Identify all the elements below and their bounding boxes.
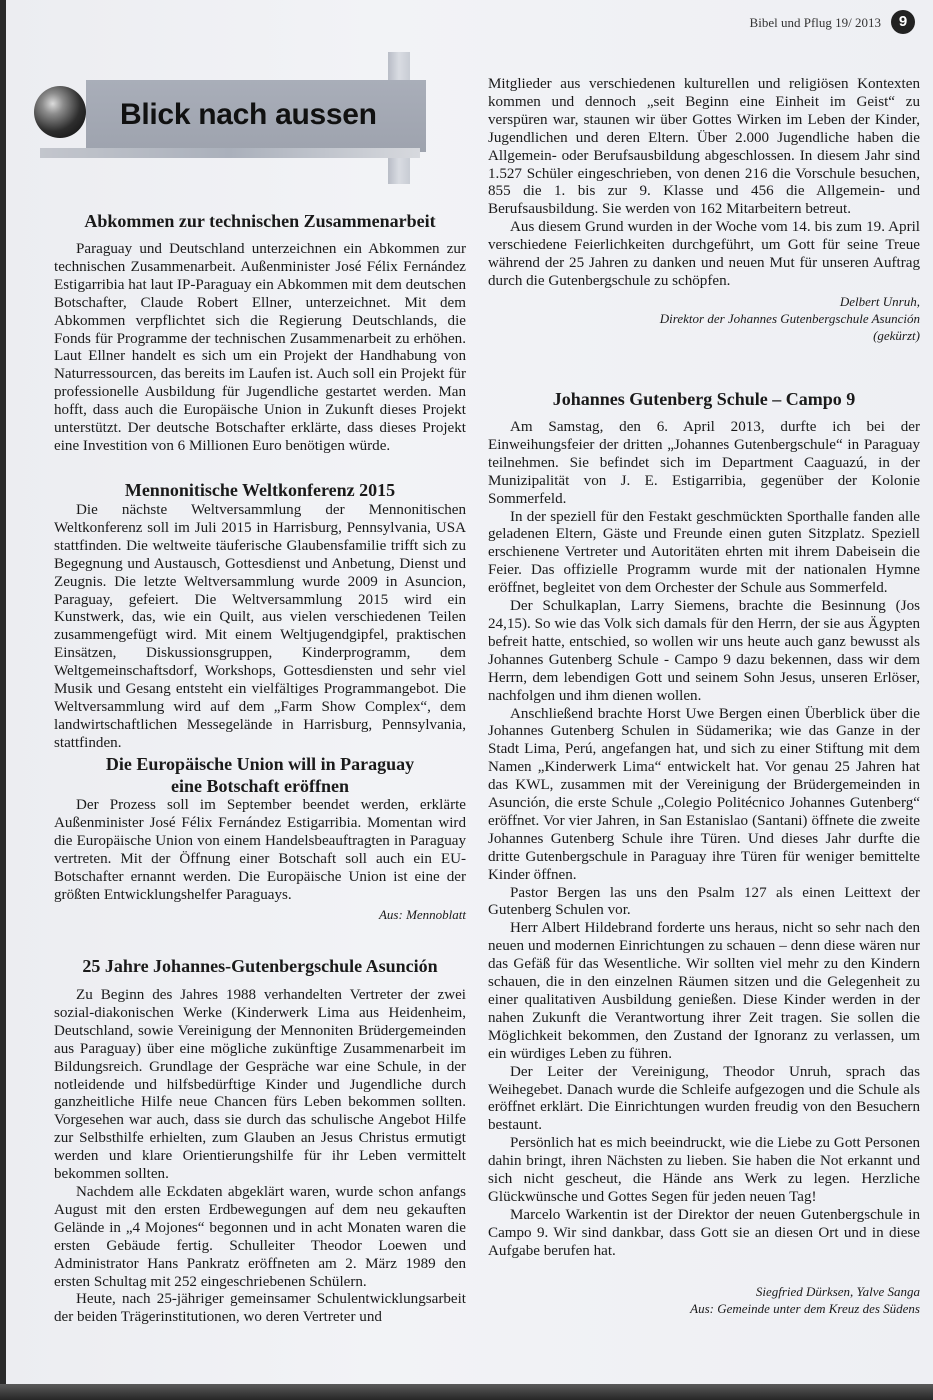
article-paragraph: Persönlich hat es mich beeindruckt, wie die Liebe zu Gott Personen dahin bringt, ihren Nächsten zu lieben. Sie haben die Not erkannt und sich nicht gescheut, die Hände ans Werk zu legen. Herzliche Glückwünsche und Gottes Segen für jeden neuen Tag!	[488, 1135, 920, 1205]
article-paragraph: Anschließend brachte Horst Uwe Bergen einen Überblick über die Johannes Gutenberg Schulen in Südamerika; wie das Ganze in der Stadt Lima, Perú, angefangen hat, und sich zu einer Stiftung mit dem Namen „Kinderwerk Lima“ entwickelt hat. Vor genau 25 Jahren hat das KWL, zusammen mit der Vereinigung der Brüdergemeinden in Asunción, die erste Schule „Colegio Politécnico Johannes Gutenberg“ eröffnet. Vor vier Jahren, in San Estanislao (Santani) öffnete die zweite Johannes Gutenberg Schule ihre Türen. Und dieses Jahr durfte die dritte Gutenbergschule in Paraguay ihre Türen für weniger bemittelte Kinder öffnen.	[488, 705, 920, 883]
article-abkommen	[54, 210, 466, 456]
article-gutenbergschule-asuncion-cont	[488, 76, 920, 344]
article-author: Siegfried Dürksen, Yalve Sanga	[755, 1283, 920, 1299]
article-paragraph: Am Samstag, den 6. April 2013, durfte ich bei der Einweihungsfeier der dritten „Johannes Gutenbergschule“ in Paraguay teilnehmen. Sie befindet sich im Department Caaguazú, in der Munizipalität von J. E. Estigarribia, gegenüber der Kolonie Sommerfeld.	[488, 419, 920, 507]
article-campo9	[488, 388, 920, 1317]
article-title: 25 Jahre Johannes-Gutenbergschule Asunción	[82, 956, 438, 976]
article-paragraph: Zu Beginn des Jahres 1988 verhandelten Vertreter der zwei sozial-diakonischen Werke (Kinderwerk Lima aus Heidenheim, Deutschland, sowie Vereinigung der Mennoniten Brüdergemeinden aus Paraguay) über eine mögliche zukünftige Zusammenarbeit im Bildungsreich. Grundlage der Gespräche war eine Schule, in der notleidende und hilfsbedürftige Kinder und Jugendliche durch ganzheitliche Hilfe neue Chancen fürs Leben bekommen sollten. Vorgesehen war auch, dass sie durch das schulische Angebot Hilfe zur Selbsthilfe erhielten, zum Glauben an Jesus Christus ermutigt werden und klare Orientierungshilfe für ihr Leben vermittelt bekommen sollten.	[54, 987, 466, 1183]
article-paragraph: Mitglieder aus verschiedenen kulturellen und religiösen Kontexten kommen und dennoch „seit Beginn eine Einheit im Geist“ zu verspüren war, staunen wir über Gottes Wirken im Leben der Kinder, Jugendlichen und deren Eltern. Über 2.000 Jugendliche haben die Allgemein- oder Berufsausbildung abgeschlossen. In diesem Jahr sind 1.527 Schüler eingeschrieben, von denen 216 die Vorschule besuchen, 855 die 1. bis zur 9. Klasse und 456 die Allgemein- und Berufsausbildung. Sie werden von 162 Mitarbeitern betreut.	[488, 76, 920, 218]
article-paragraph: Der Leiter der Vereinigung, Theodor Unruh, sprach das Weihegebet. Danach wurde die Schleife aufgezogen und die Schule als eröffnet erklärt. Die Einrichtungen wurden freudig von den Besuchern bestaunt.	[488, 1063, 920, 1134]
article-title: Abkommen zur technischen Zusammenarbeit	[84, 211, 436, 231]
article-paragraph: Aus diesem Grund wurden in der Woche vom 14. bis zum 19. April verschiedene Feierlichkeiten durchgeführt, um Gott für seine Treue während der 25 Jahren zu danken und neuen Mut für unseren Auftrag durch die Gutenbergschule zu schöpfen.	[488, 219, 920, 289]
article-paragraph: Pastor Bergen las uns den Psalm 127 als einen Leittext der Gutenberg Schulen vor.	[488, 884, 920, 919]
article-author: Delbert Unruh,	[839, 293, 920, 309]
article-paragraph: Der Prozess soll im September beendet werden, erklärte Außenminister José Félix Fernández Estigarribia. Momentan wird die Europäische Union von einem Handelsbeauftragten in Paraguay vertreten. Mit der Öffnung einer Botschaft soll auch ein EU-Botschafter ernannt werden. Die Europäische Union ist eine der größten Entwicklungshelfer Paraguays.	[54, 797, 466, 903]
article-paragraph: Der Schulkaplan, Larry Siemens, brachte die Besinnung (Jos 24,15). So wie das Volk sich damals für den Herrn, der sie aus Ägypten befreit hatte, entschied, so wollen wir uns heute auch ganz bewusst als Johannes Gutenberg Schule - Campo 9 dazu bekennen, dass wir dem Herrn, dem lebendigen Gott und seinem Sohn Jesus, unseren Erlöser, nachfolgen und ihm dienen wollen.	[488, 598, 920, 704]
article-title: Johannes Gutenberg Schule – Campo 9	[552, 389, 856, 409]
article-paragraph: Nachdem alle Eckdaten abgeklärt waren, wurde schon anfangs August mit den ersten Erdbewegungen auf dem neu gekauften Gelände in „4 Mojones“ begonnen und in acht Monaten waren die ersten Gebäude fertig. Schulleiter Theodor Loewen und Administrator Hans Pankratz eröffneten am 2. März 1989 den ersten Schultag mit 252 eingeschriebenen Schülern.	[54, 1183, 466, 1290]
article-author-role: Direktor der Johannes Gutenbergschule Asunción	[659, 310, 920, 326]
section-title: Blick nach aussen	[120, 98, 377, 131]
banner-underline	[40, 148, 420, 158]
page-edge-shadow	[0, 1384, 933, 1400]
article-paragraph: In der speziell für den Festakt geschmückten Sporthalle fanden alle geladenen Eltern, Gäste und Freunde einen guten Sitzplatz. Speziell erschienene Vertreter und Autoritäten ehrten mit ihrem Dabeisein die Feier. Das offizielle Programm wurde mit der nationalen Hymne eröffnet, begleitet von dem Orchester der Schule aus Sommerfeld.	[488, 508, 920, 597]
article-weltkonferenz	[54, 479, 466, 753]
running-header: Bibel und Pflug 19/ 2013	[749, 15, 881, 30]
article-paragraph: Heute, nach 25-jähriger gemeinsamer Schulentwicklungsarbeit der beiden Trägerinstitutionen, wo deren Vertreter und	[54, 1291, 466, 1326]
article-title-line2: eine Botschaft eröffnen	[171, 776, 349, 796]
article-note: (gekürzt)	[873, 327, 920, 343]
article-paragraph: Die nächste Weltversammlung der Mennonitischen Weltkonferenz soll im Juli 2015 in Harrisburg, Pennsylvania, USA stattfinden. Die weltweite täuferische Glaubensfamilie trifft sich zu Begegnung und Austausch, Gottesdienst und Anbetung, Dienst und Zeugnis. Die letzte Weltversammlung wurde 2009 in Asuncion, Paraguay, gefeiert. Die Weltversammlung 2015 wird ein Kunstwerk, das, wie ein Quilt, aus vielen verschiedenen Teilen zusammengefügt wird. Mit einem Weltjugendgipfel, praktischen Einsätzen, Diskussionsgruppen, Kinderprogramm, dem Weltgemeinschaftsdorf, Workshops, Gottesdiensten und sehr viel Musik und Gesang entsteht ein vielfältiges Programmangebot. Die Weltversammlung wird auf dem „Farm Show Complex“, dem landwirtschaftlichen Messegelände in Harrisburg, Pennsylvania, stattfinden.	[54, 502, 466, 751]
section-banner	[24, 52, 434, 192]
page-number-badge: 9	[891, 10, 915, 34]
article-source: Aus: Mennoblatt	[378, 907, 466, 923]
article-paragraph: Paraguay und Deutschland unterzeichnen ein Abkommen zur technischen Zusammenarbeit. Außenminister José Félix Fernández Estigarribia hat laut IP-Paraguay ein Abkommen mit dem deutschen Botschafter, Claude Robert Ellner, unterzeichnet. Mit dem Abkommen verpflichtet sich die Regierung Deutschlands, die Fonds für Programme der technischen Zusammenarbeit zu erhöhen. Laut Ellner handelt es sich um ein Projekt der Handhabung von Naturressourcen, das bereits im Laufen ist. Auch soll ein Projekt für professionelle Ausbildung für Jugendliche gestartet werden. Man hofft, dass auch die Europäische Union in Zukunft dieses Projekt unterstützt. Der deutsche Botschafter erklärte, dass dieses Projekt eine Investition von 6 Millionen Euro benötigen würde.	[54, 241, 466, 454]
globe-icon	[34, 86, 86, 138]
article-source: Aus: Gemeinde unter dem Kreuz des Südens	[690, 1300, 920, 1316]
article-paragraph: Marcelo Warkentin ist der Direktor der neuen Gutenbergschule in Campo 9. Wir sind dankbar, dass Gott sie an diesen Ort und in diese Aufgabe berufen hat.	[488, 1206, 920, 1259]
article-title-line1: Die Europäische Union will in Paraguay	[105, 754, 415, 774]
article-eu-botschaft	[54, 753, 466, 923]
article-title: Mennonitische Weltkonferenz 2015	[124, 480, 396, 500]
article-gutenbergschule-asuncion	[54, 955, 466, 1327]
magazine-page	[6, 0, 933, 1384]
article-paragraph: Herr Albert Hildebrand forderte uns heraus, nicht so sehr nach den neuen und modernen Einrichtungen zu schauen – denn diese wären nur das Gefäß für das Wesentliche. Wir sollten viel mehr zu den Kindern schauen, die in den einzelnen Räumen sitzen und die Gelegenheit zu einer qualitativen Ausbildung genießen. Diese Kinder werden in der nahen Zukunft die Verantwortung ihrer Zeit tragen. Sie sollen die Möglichkeit bekommen, den Zustand der Ignoranz zu verlassen, um ein würdiges Leben zu führen.	[488, 920, 920, 1062]
